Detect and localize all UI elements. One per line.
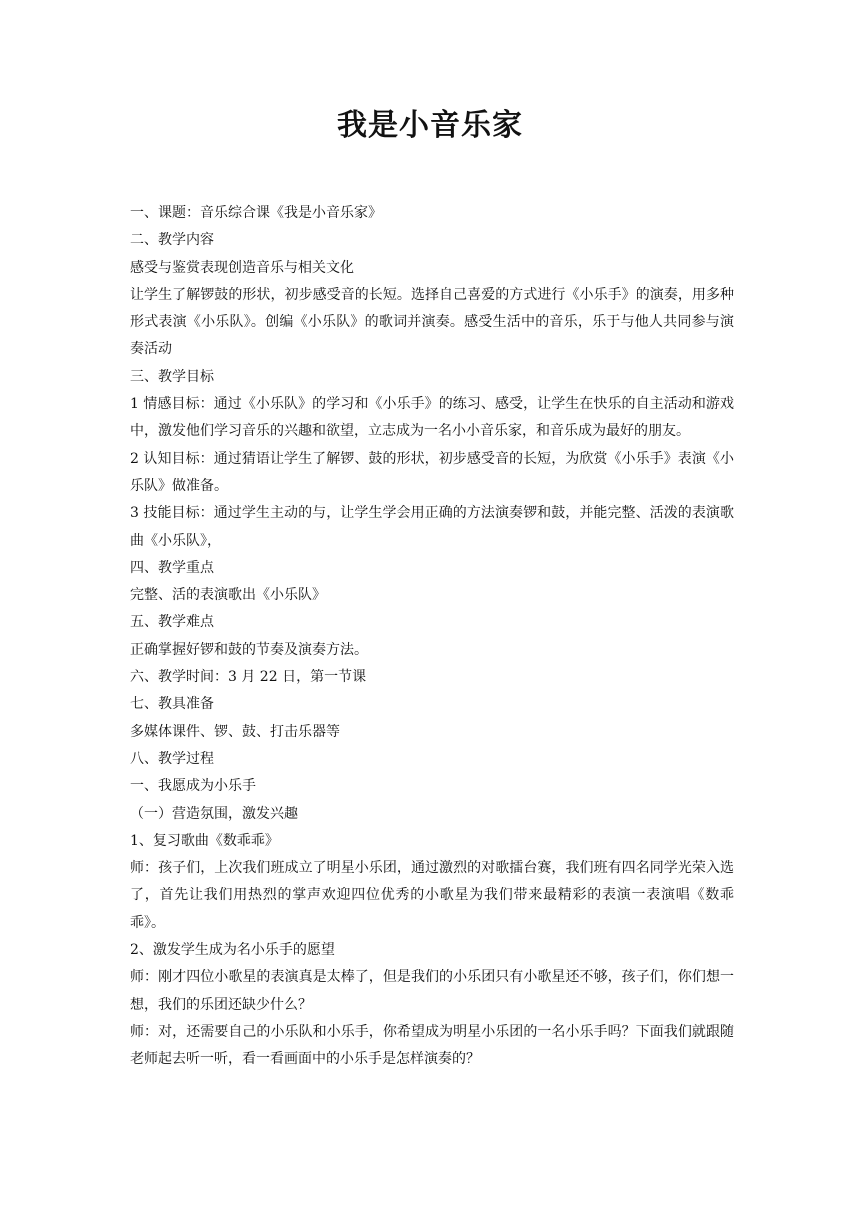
document-paragraph: 让学生了解锣鼓的形状，初步感受音的长短。选择自己喜爱的方式进行《小乐手》的演奏，用多种形式表演《小乐队》。创编《小乐队》的歌词并演奏。感受生活中的音乐，乐于与他人共同参与演奏活动 (130, 286, 734, 358)
document-paragraph: 六、教学时间：3 月 22 日，第一节课 (130, 669, 367, 686)
document-paragraph: 八、教学过程 (130, 750, 214, 767)
document-paragraph: 三、教学目标 (130, 368, 214, 385)
document-paragraph: 师：对，还需要自己的小乐队和小乐手，你希望成为明星小乐团的一名小乐手吗？下面我们就跟随老师起去听一听，看一看画面中的小乐手是怎样演奏的？ (130, 1023, 734, 1068)
document-paragraph: （一）营造氛围，激发兴趣 (130, 805, 298, 822)
document-paragraph: 2 认知目标：通过猜语让学生了解锣、鼓的形状，初步感受音的长短，为欣赏《小乐手》表演《小乐队》做准备。 (130, 450, 734, 494)
document-paragraph: 二、教学内容 (130, 232, 214, 249)
document-paragraph: 完整、活的表演歌出《小乐队》 (130, 587, 326, 604)
document-paragraph: 多媒体课件、锣、鼓、打击乐器等 (130, 723, 340, 740)
document-paragraph: 1、复习歌曲《数乖乖》 (130, 832, 279, 849)
document-paragraph: 1 情感目标：通过《小乐队》的学习和《小乐手》的练习、感受，让学生在快乐的自主活动和游戏中，激发他们学习音乐的兴趣和欲望，立志成为一名小小音乐家，和音乐成为最好的朋友。 (130, 396, 734, 440)
document-paragraph: 四、教学重点 (130, 559, 214, 576)
document-body (130, 200, 734, 1074)
document-title: 我是小音乐家 (337, 108, 523, 143)
document-paragraph: 一、课题：音乐综合课《我是小音乐家》 (130, 205, 382, 221)
document-paragraph: 正确掌握好锣和鼓的节奏及演奏方法。 (130, 641, 368, 658)
document-paragraph: 师：刚才四位小歌星的表演真是太棒了，但是我们的小乐团只有小歌星还不够，孩子们，你们想一想，我们的乐团还缺少什么？ (130, 969, 734, 1013)
document-paragraph: 七、教具准备 (130, 696, 214, 713)
document-paragraph: 2、激发学生成为名小乐手的愿望 (130, 942, 335, 959)
document-paragraph: 师：孩子们，上次我们班成立了明星小乐团，通过激烈的对歌擂台赛，我们班有四名同学光荣入选了，首先让我们用热烈的掌声欢迎四位优秀的小歌星为我们带来最精彩的表演一表演唱《数乖乖》。 (130, 860, 734, 931)
document-paragraph: 五、教学难点 (130, 614, 214, 631)
document-paragraph: 3 技能目标：通过学生主动的与，让学生学会用正确的方法演奏锣和鼓，并能完整、活泼的表演歌曲《小乐队》， (130, 505, 734, 549)
document-paragraph: 一、我愿成为小乐手 (130, 778, 256, 795)
document-paragraph: 感受与鉴赏表现创造音乐与相关文化 (130, 259, 354, 276)
